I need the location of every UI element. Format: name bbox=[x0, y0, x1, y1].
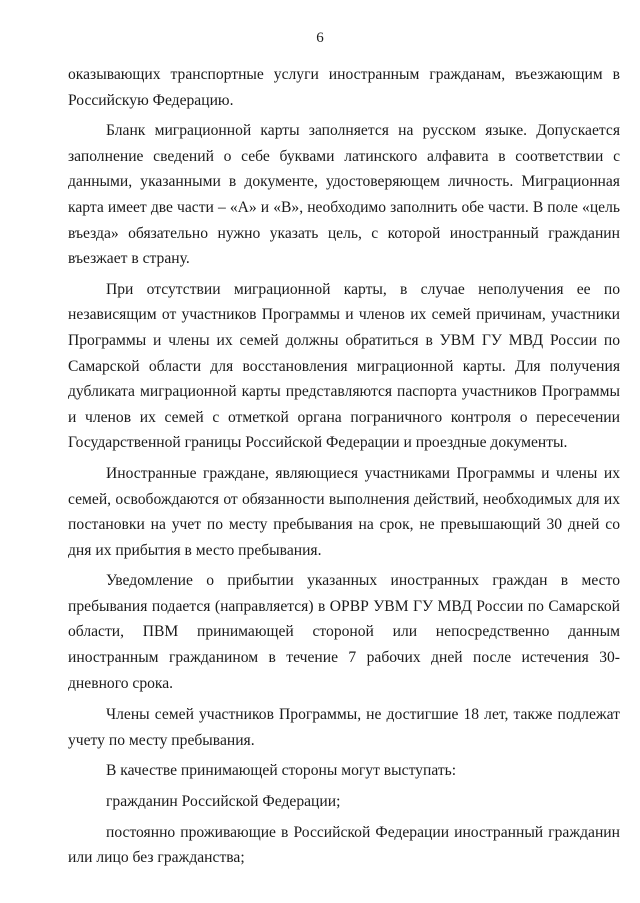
paragraph-transport-continuation: оказывающих транспортные услуги иностранным гражданам, въезжающим в Российскую Федерацию. bbox=[68, 66, 620, 109]
paragraph-family-members-minors: Члены семей участников Программы, не достигшие 18 лет, также подлежат учету по месту пребывания. bbox=[68, 706, 620, 749]
paragraph-missing-migration-card: При отсутствии миграционной карты, в случае неполучения ее по независящим от участников Программы и членов их семей причинам, участники Программы и члены их семей должны обратиться в УВМ ГУ МВД России по Самарской области для восстановления миграционной карты. Для получения дубликата миграционной карты представляются паспорта участников Программы и членов их семей с отметкой органа пограничного контроля о пересечении Государственной границы Российской Федерации и проездные документы. bbox=[68, 280, 620, 452]
paragraph-registration-exemption: Иностранные граждане, являющиеся участниками Программы и члены их семей, освобождаются от обязанности выполнения действий, необходимых для их постановки на учет по месту пребывания на срок, не превышающий 30 дней со дня их прибытия в место пребывания. bbox=[68, 464, 620, 559]
page-number: 6 bbox=[316, 30, 324, 46]
document-body bbox=[68, 62, 620, 871]
paragraph-host-party-intro: В качестве принимающей стороны могут выступать: bbox=[106, 762, 457, 780]
paragraph-arrival-notification: Уведомление о прибытии указанных иностранных граждан в место пребывания подается (направляется) в ОРВР УВМ ГУ МВД России по Самарской области, ПВМ принимающей стороной или непосредственно данным иностранным гражданином в течение 7 рабочих дней после истечения 30-дневного срока. bbox=[68, 572, 620, 692]
list-item-russian-citizen: гражданин Российской Федерации; bbox=[106, 793, 341, 811]
paragraph-migration-card-form: Бланк миграционной карты заполняется на русском языке. Допускается заполнение сведений о себе буквами латинского алфавита в соответствии с данными, указанными в документе, удостоверяющем личность. Миграционная карта имеет две части – «А» и «В», необходимо заполнить обе части. В поле «цель въезда» обязательно нужно указать цель, с которой иностранный гражданин въезжает в страну. bbox=[68, 122, 620, 268]
list-item-permanent-resident: постоянно проживающие в Российской Федерации иностранный гражданин или лицо без гражданства; bbox=[68, 823, 620, 867]
